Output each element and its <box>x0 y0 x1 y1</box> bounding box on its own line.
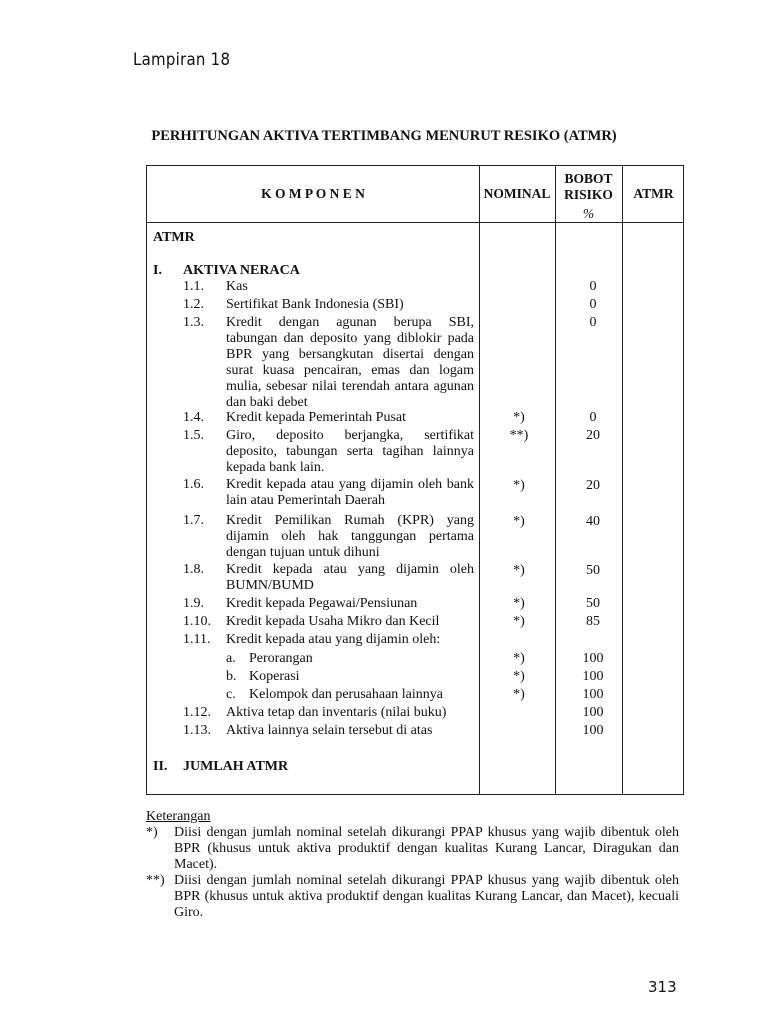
row-bobot: 50 <box>586 596 600 611</box>
col-divider-nominal <box>555 166 556 794</box>
section2-label: JUMLAH ATMR <box>183 759 289 774</box>
subrow-letter: c. <box>226 687 236 702</box>
atmr-label: ATMR <box>153 230 195 245</box>
subrow-description: Perorangan <box>249 651 313 666</box>
row-bobot: 0 <box>589 279 597 294</box>
note2-text: Diisi dengan jumlah nominal setelah dikurangi PPAP khusus yang wajib dibentuk oleh BPR (khusus untuk aktiva produktif dengan kualitas Kurang Lancar, dan Macet), kecuali Giro. <box>174 873 679 920</box>
lampiran-label: Lampiran 18 <box>133 50 231 70</box>
row-bobot: 0 <box>589 410 597 425</box>
row-nominal: *) <box>513 478 525 493</box>
row-nominal: *) <box>513 669 525 684</box>
row-description: Giro, deposito berjangka, sertifikat deposito, tabungan serta tagihan lainnya kepada bank lain. <box>226 428 474 475</box>
row-number: 1.5. <box>183 428 204 443</box>
note1-mark: *) <box>146 825 158 840</box>
row-bobot: 100 <box>582 723 604 738</box>
section1-number: I. <box>153 263 162 278</box>
row-nominal: *) <box>513 596 525 611</box>
row-description: Sertifikat Bank Indonesia (SBI) <box>226 297 404 312</box>
row-description: Kredit kepada atau yang dijamin oleh: <box>226 632 441 647</box>
section2-number: II. <box>153 759 168 774</box>
row-description: Kas <box>226 279 248 294</box>
row-number: 1.10. <box>183 614 211 629</box>
header-atmr: ATMR <box>633 186 674 201</box>
col-divider-bobot <box>622 166 623 794</box>
row-bobot: 100 <box>582 705 604 720</box>
row-nominal: *) <box>513 563 525 578</box>
page-number: 313 <box>648 978 677 996</box>
notes-heading: Keterangan <box>146 809 211 824</box>
row-bobot: 20 <box>586 478 600 493</box>
row-description: Kredit Pemilikan Rumah (KPR) yang dijamin oleh hak tanggungan pertama dengan tujuan untuk dihuni <box>226 513 474 560</box>
row-description: Kredit kepada atau yang dijamin oleh bank lain atau Pemerintah Daerah <box>226 477 474 508</box>
subrow-description: Kelompok dan perusahaan lainnya <box>249 687 443 702</box>
row-number: 1.1. <box>183 279 204 294</box>
row-number: 1.11. <box>183 632 211 647</box>
note1-text: Diisi dengan jumlah nominal setelah dikurangi PPAP khusus yang wajib dibentuk oleh BPR (khusus untuk aktiva produktif dengan kualitas Kurang Lancar, Diragukan dan Macet). <box>174 825 679 872</box>
row-number: 1.6. <box>183 477 204 492</box>
header-bobot-line2: RISIKO <box>564 187 613 202</box>
row-number: 1.12. <box>183 705 211 720</box>
header-divider <box>147 222 683 223</box>
row-bobot: 20 <box>586 428 600 443</box>
row-bobot: 100 <box>582 687 604 702</box>
row-bobot: 100 <box>582 651 604 666</box>
row-nominal: *) <box>513 514 525 529</box>
note2-mark: **) <box>146 873 165 888</box>
col-divider-komponen <box>479 166 480 794</box>
document-title: PERHITUNGAN AKTIVA TERTIMBANG MENURUT RESIKO (ATMR) <box>151 128 617 144</box>
subrow-description: Koperasi <box>249 669 300 684</box>
row-description: Kredit dengan agunan berupa SBI, tabungan dan deposito yang diblokir pada BPR yang bersangkutan disertai dengan surat kuasa pencairan, emas dan logam mulia, sebesar nilai terendah antara agunan dan baki debet <box>226 315 474 410</box>
header-komponen: K O M P O N E N <box>261 186 365 201</box>
row-bobot: 50 <box>586 563 600 578</box>
row-bobot: 0 <box>589 315 597 330</box>
atmr-table <box>146 165 684 795</box>
row-bobot: 85 <box>586 614 600 629</box>
row-number: 1.13. <box>183 723 211 738</box>
subrow-letter: b. <box>226 669 237 684</box>
row-description: Aktiva lainnya selain tersebut di atas <box>226 723 433 738</box>
row-description: Kredit kepada Pegawai/Pensiunan <box>226 596 418 611</box>
row-nominal: **) <box>509 428 529 443</box>
section1-label: AKTIVA NERACA <box>183 263 300 278</box>
row-nominal: *) <box>513 687 525 702</box>
row-number: 1.2. <box>183 297 204 312</box>
subrow-letter: a. <box>226 651 236 666</box>
row-number: 1.8. <box>183 562 204 577</box>
row-bobot: 40 <box>586 514 600 529</box>
row-number: 1.3. <box>183 315 204 330</box>
row-description: Kredit kepada Usaha Mikro dan Kecil <box>226 614 440 629</box>
row-description: Kredit kepada Pemerintah Pusat <box>226 410 407 425</box>
row-nominal: *) <box>513 651 525 666</box>
row-number: 1.7. <box>183 513 204 528</box>
row-description: Aktiva tetap dan inventaris (nilai buku) <box>226 705 447 720</box>
row-description: Kredit kepada atau yang dijamin oleh BUMN/BUMD <box>226 562 474 593</box>
row-nominal: *) <box>513 410 525 425</box>
header-nominal: NOMINAL <box>483 186 551 201</box>
row-bobot: 0 <box>589 297 597 312</box>
row-number: 1.4. <box>183 410 204 425</box>
row-bobot: 100 <box>582 669 604 684</box>
header-bobot-line3: % <box>582 206 595 221</box>
row-nominal: *) <box>513 614 525 629</box>
row-number: 1.9. <box>183 596 204 611</box>
header-bobot-line1: BOBOT <box>564 171 613 186</box>
